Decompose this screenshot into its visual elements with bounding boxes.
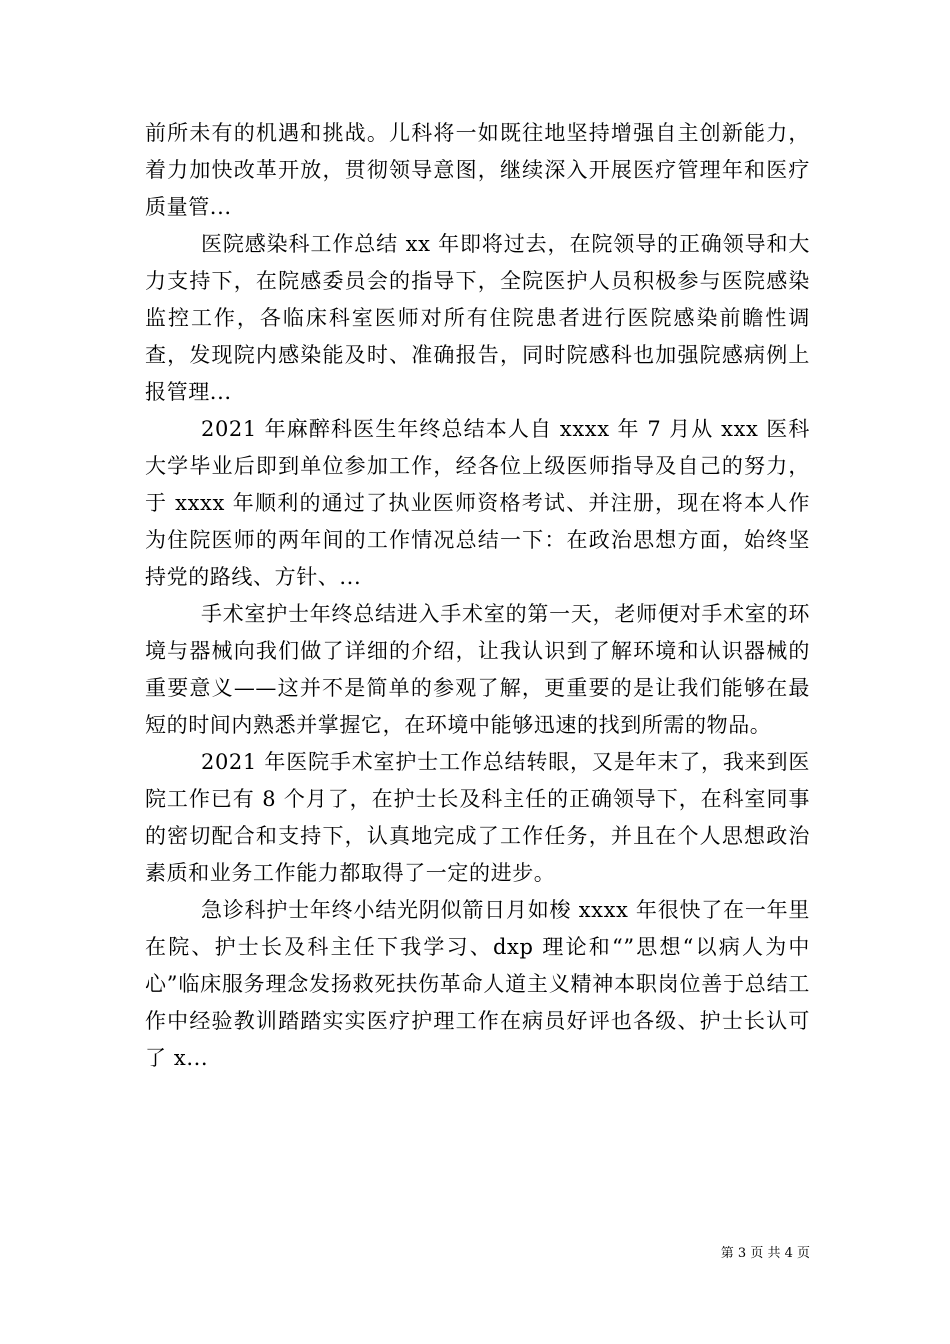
paragraph-anesthesia-summary: 2021 年麻醉科医生年终总结本人自 xxxx 年 7 月从 xxx 医科大学毕业后即到单位参加工作，经各位上级医师指导及自己的努力，于 xxxx 年顺利的通过了执业医师资格考试、并注册，现在将本人作为住院医师的两年间的工作情况总结一下：在政治思想方面，始终坚持党的路线、方针、... — [145, 417, 810, 589]
paragraph-continuation: 前所未有的机遇和挑战。儿科将一如既往地坚持增强自主创新能力，着力加快改革开放，贯彻领导意图，继续深入开展医疗管理年和医疗质量管... — [145, 121, 810, 219]
paragraph-infection-dept-summary: 医院感染科工作总结 xx 年即将过去，在院领导的正确领导和大力支持下，在院感委员会的指导下，全院医护人员积极参与医院感染监控工作，各临床科室医师对所有住院患者进行医院感染前瞻性调查，发现院内感染能及时、准确报告，同时院感科也加强院感病例上报管理... — [145, 232, 810, 404]
document-body — [145, 115, 810, 1077]
paragraph-emergency-nurse-summary: 急诊科护士年终小结光阴似箭日月如梭 xxxx 年很快了在一年里在院、护士长及科主任下我学习、dxp 理论和“”思想“以病人为中心”临床服务理念发扬救死扶伤革命人道主义精神本职岗位善于总结工作中经验教训踏踏实实医疗护理工作在病员好评也各级、护士长认可了 x... — [145, 898, 810, 1070]
paragraph-or-nurse-summary: 手术室护士年终总结进入手术室的第一天，老师便对手术室的环境与器械向我们做了详细的介绍，让我认识到了解环境和认识器械的重要意义——这并不是简单的参观了解，更重要的是让我们能够在最短的时间内熟悉并掌握它，在环境中能够迅速的找到所需的物品。 — [145, 602, 810, 737]
paragraph-or-nurse-work-summary: 2021 年医院手术室护士工作总结转眼，又是年末了，我来到医院工作已有 8 个月了，在护士长及科主任的正确领导下，在科室同事的密切配合和支持下，认真地完成了工作任务，并且在个人思想政治素质和业务工作能力都取得了一定的进步。 — [145, 750, 810, 885]
page-number: 第 3 页 共 4 页 — [720, 1246, 810, 1261]
